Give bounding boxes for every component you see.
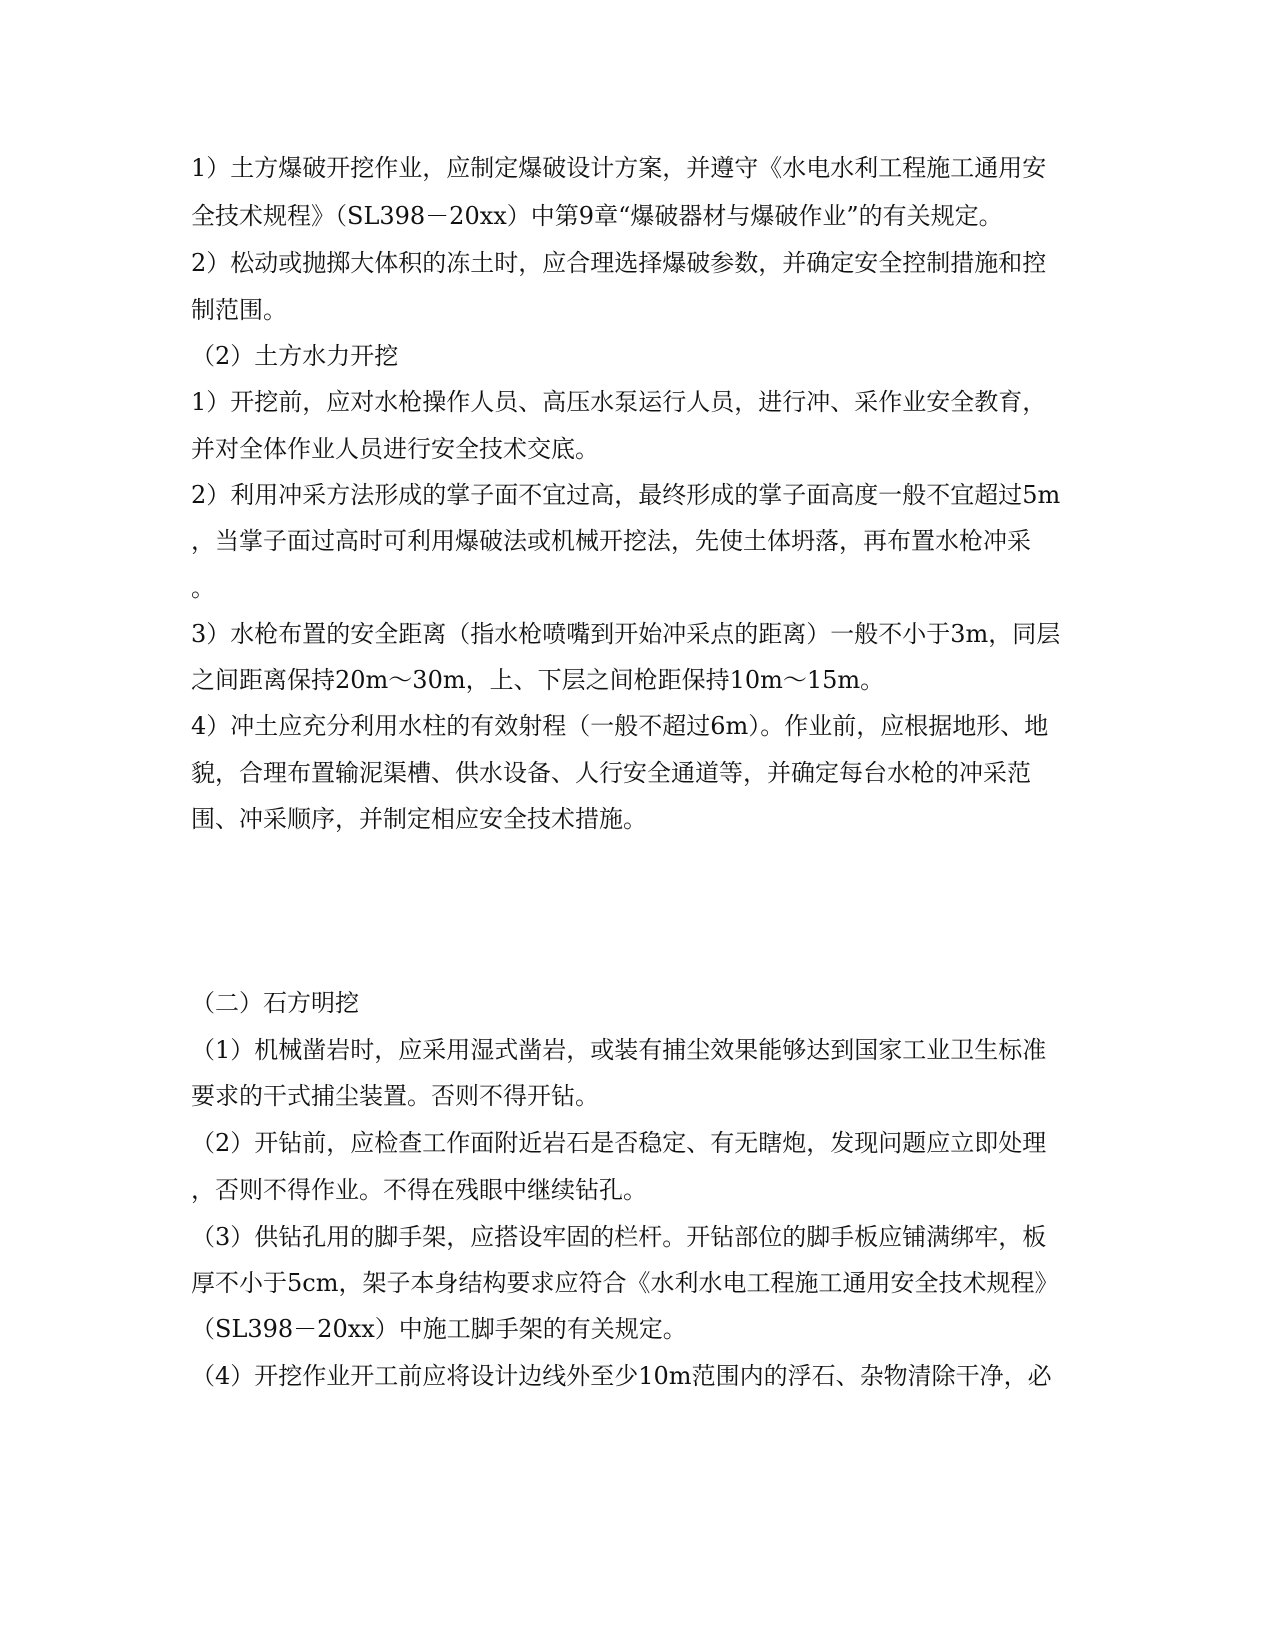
text-line: 。 xyxy=(191,574,215,602)
text-line: 1）开挖前，应对水枪操作人员、高压水泵运行人员，进行冲、采作业安全教育， xyxy=(191,388,1047,416)
text-line: （3）供钻孔用的脚手架，应搭设牢固的栏杆。开钻部位的脚手板应铺满绑牢，板 xyxy=(191,1223,1047,1251)
text-line: 要求的干式捕尘装置。否则不得开钻。 xyxy=(191,1082,599,1110)
text-line: 2）利用冲采方法形成的掌子面不宜过高，最终形成的掌子面高度一般不宜超过5m xyxy=(191,481,1061,509)
text-line: 2）松动或抛掷大体积的冻土时，应合理选择爆破参数，并确定安全控制措施和控 xyxy=(191,249,1047,277)
text-line: 4）冲土应充分利用水柱的有效射程（一般不超过6m）。作业前，应根据地形、地 xyxy=(191,712,1049,740)
text-line: 厚不小于5cm，架子本身结构要求应符合《水利水电工程施工通用安全技术规程》 xyxy=(191,1269,1059,1297)
text-line: 全技术规程》（SL398－20xx）中第9章“爆破器材与爆破作业”的有关规定。 xyxy=(191,202,1003,230)
text-line: （1）机械凿岩时，应采用湿式凿岩，或装有捕尘效果能够达到国家工业卫生标准 xyxy=(191,1036,1047,1064)
text-line: ，否则不得作业。不得在残眼中继续钻孔。 xyxy=(191,1176,647,1204)
text-line: （4）开挖作业开工前应将设计边线外至少10m范围内的浮石、杂物清除干净，必 xyxy=(191,1362,1052,1390)
text-line: 之间距离保持20m～30m，上、下层之间枪距保持10m～15m。 xyxy=(191,666,885,694)
text-line: 1）土方爆破开挖作业，应制定爆破设计方案，并遵守《水电水利工程施工通用安 xyxy=(191,154,1047,182)
section-heading: （二）石方明挖 xyxy=(191,989,359,1017)
text-line: 并对全体作业人员进行安全技术交底。 xyxy=(191,435,599,463)
section-heading: （2）土方水力开挖 xyxy=(191,342,399,370)
text-line: ，当掌子面过高时可利用爆破法或机械开挖法，先使土体坍落，再布置水枪冲采 xyxy=(191,527,1031,555)
text-line: 围、冲采顺序，并制定相应安全技术措施。 xyxy=(191,805,647,833)
text-line: 貌，合理布置输泥渠槽、供水设备、人行安全通道等，并确定每台水枪的冲采范 xyxy=(191,759,1031,787)
text-line: （2）开钻前，应检查工作面附近岩石是否稳定、有无瞎炮，发现问题应立即处理 xyxy=(191,1129,1047,1157)
text-line: 3）水枪布置的安全距离（指水枪喷嘴到开始冲采点的距离）一般不小于3m，同层 xyxy=(191,620,1061,648)
text-line: （SL398－20xx）中施工脚手架的有关规定。 xyxy=(191,1315,687,1343)
text-line: 制范围。 xyxy=(191,296,287,324)
